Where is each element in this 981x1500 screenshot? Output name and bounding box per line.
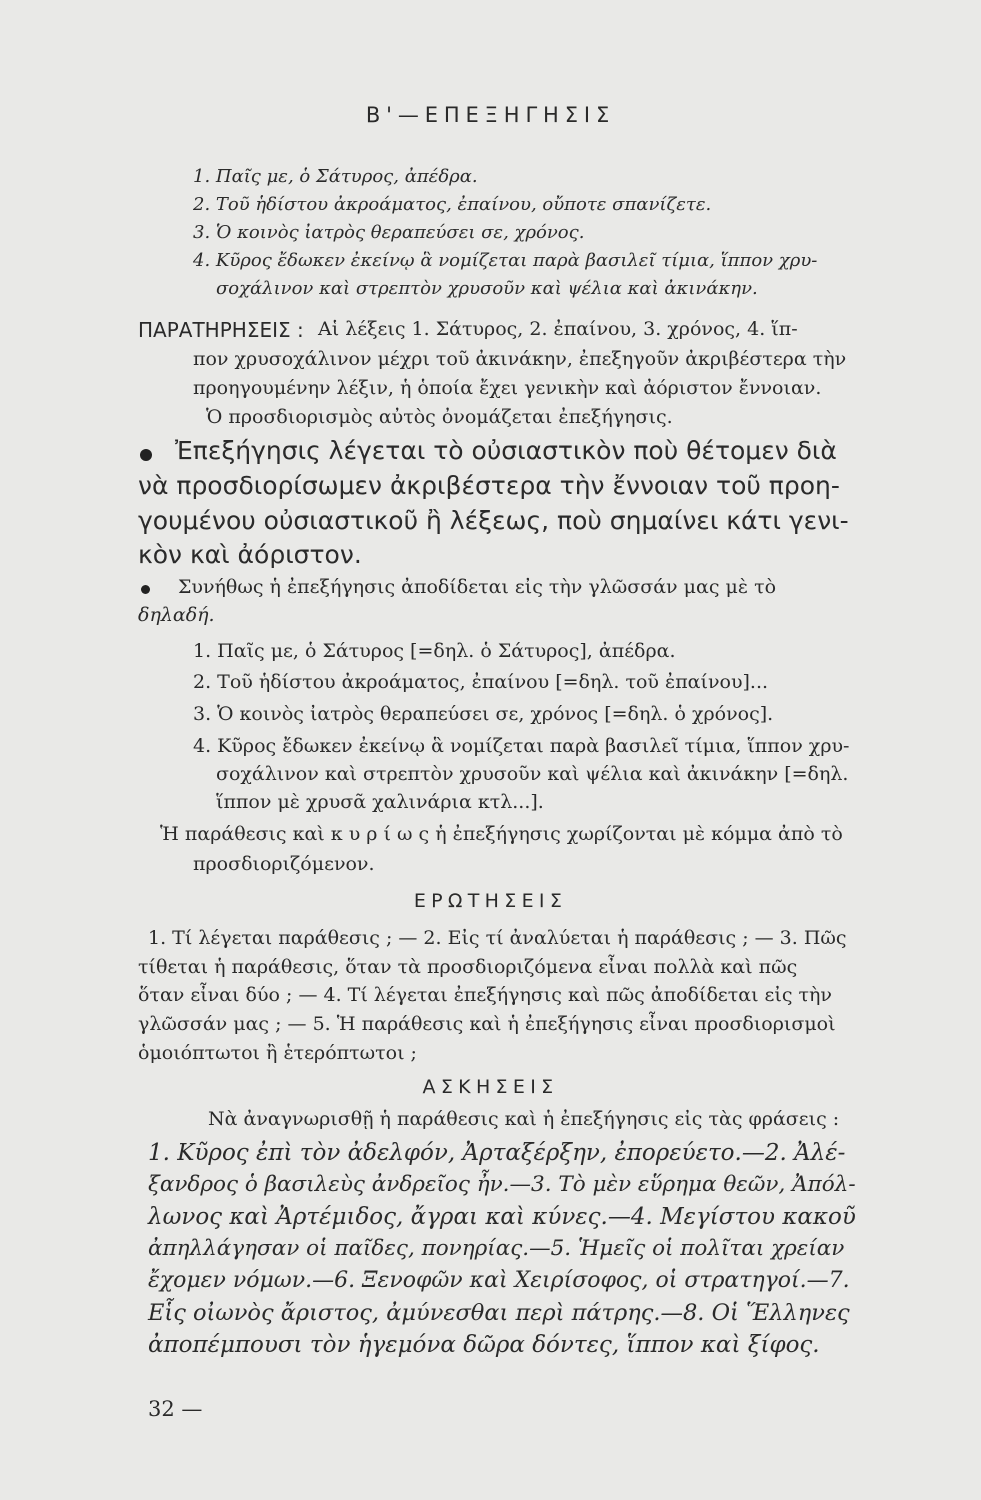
example-line: 4. Κῦρος ἔδωκεν ἐκείνῳ ἃ νομίζεται παρὰ βασιλεῖ τίμια, ἵππον χρυ- <box>193 250 818 271</box>
bullet-dot-icon <box>140 449 152 461</box>
question-line: 1. Τί λέγεται παράθεσις ; — 2. Εἰς τί ἀναλύεται ἡ παράθεσις ; — 3. Πῶς <box>148 927 847 949</box>
rendered-line: ἵππον μὲ χρυσᾶ χαλινάρια κτλ...]. <box>216 791 544 813</box>
section-title: Β'—ΕΠΕΞΗΓΗΣΙΣ <box>365 103 616 127</box>
definition-line: κὸν καὶ ἀόριστον. <box>138 540 362 569</box>
rendered-line: 3. Ὁ κοινὸς ἰατρὸς θεραπεύσει σε, χρόνος [=δηλ. ὁ χρόνος]. <box>193 703 774 725</box>
example-line: 1. Παῖς με, ὁ Σάτυρος, ἀπέδρα. <box>193 166 478 187</box>
question-line: ὅταν εἶναι δύο ; — 4. Τί λέγεται ἐπεξήγησις καὶ πῶς ἀποδίδεται εἰς τὴν <box>138 984 832 1006</box>
question-line: τίθεται ἡ παράθεσις, ὅταν τὰ προσδιοριζόμενα εἶναι πολλὰ καὶ πῶς <box>138 956 798 978</box>
exercise-line: ξανδρος ὁ βασιλεὺς ἀνδρεῖος ἦν.—3. Τὸ μὲν εὕρημα θεῶν, Ἀπόλ- <box>148 1172 856 1197</box>
remarks-line: προηγουμένην λέξιν, ἡ ὁποία ἔχει γενικὴν καὶ ἀόριστον ἔννοιαν. <box>193 377 822 399</box>
rendered-line: 1. Παῖς με, ὁ Σάτυρος [=δηλ. ὁ Σάτυρος], ἀπέδρα. <box>193 640 676 662</box>
exercise-line: λωνος καὶ Ἀρτέμιδος, ἄγραι καὶ κύνες.—4. Μεγίστου κακοῦ <box>148 1204 856 1230</box>
exercises-intro: Νὰ ἀναγνωρισθῇ ἡ παράθεσις καὶ ἡ ἐπεξήγησις εἰς τὰς φράσεις : <box>208 1108 840 1130</box>
example-line: σοχάλινον καὶ στρεπτὸν χρυσοῦν καὶ ψέλια καὶ ἀκινάκην. <box>216 278 758 299</box>
exercise-line: ἀποπέμπουσι τὸν ἡγεμόνα δῶρα δόντες, ἵππον καὶ ξίφος. <box>148 1332 820 1358</box>
question-line: γλῶσσάν μας ; — 5. Ἡ παράθεσις καὶ ἡ ἐπεξήγησις εἶναι προσδιορισμοὶ <box>138 1013 836 1035</box>
remarks-line: πον χρυσοχάλινον μέχρι τοῦ ἀκινάκην, ἐπεξηγοῦν ἀκριβέστερα τὴν <box>193 348 847 370</box>
rendered-line: σοχάλινον καὶ στρεπτὸν χρυσοῦν καὶ ψέλια καὶ ἀκινάκην [=δηλ. <box>216 763 849 785</box>
definition-line: γουμένου οὐσιαστικοῦ ἢ λέξεως, ποὺ σημαίνει κάτι γενι- <box>138 506 849 535</box>
questions-title: ΕΡΩΤΗΣΕΙΣ <box>413 890 568 912</box>
usual-line: δηλαδή. <box>138 604 215 626</box>
exercise-line: 1. Κῦρος ἐπὶ τὸν ἀδελφόν, Ἀρταξέρξην, ἐπορεύετο.—2. Ἀλέ- <box>148 1140 846 1166</box>
note-line: προσδιοριζόμενον. <box>193 853 375 875</box>
exercise-line: ἀπηλλάγησαν οἱ παῖδες, πονηρίας.—5. Ἡμεῖς οἱ πολῖται χρείαν <box>148 1236 845 1261</box>
remarks-line: Αἱ λέξεις 1. Σάτυρος, 2. ἐπαίνου, 3. χρόνος, 4. ἵπ- <box>318 318 798 340</box>
example-line: 2. Τοῦ ἡδίστου ἀκροάματος, ἐπαίνου, οὔποτε σπανίζετε. <box>193 194 712 215</box>
question-line: ὁμοιόπτωτοι ἢ ἑτερόπτωτοι ; <box>138 1042 417 1064</box>
exercise-line: ἔχομεν νόμων.—6. Ξενοφῶν καὶ Χειρίσοφος, οἱ στρατηγοί.—7. <box>148 1268 850 1293</box>
exercises-title: ΑΣΚΗΣΕΙΣ <box>422 1076 559 1098</box>
bullet-dot-icon <box>141 585 150 594</box>
usual-line: Συνήθως ἡ ἐπεξήγησις ἀποδίδεται εἰς τὴν γλῶσσάν μας μὲ τὸ <box>178 576 777 598</box>
remarks-line: Ὁ προσδιορισμὸς αὐτὸς ὀνομάζεται ἐπεξήγησις. <box>206 406 673 428</box>
page-number: 32 — <box>148 1397 203 1421</box>
definition-line: Ἐπεξήγησις λέγεται τὸ οὐσιαστικὸν ποὺ θέτομεν διὰ <box>175 436 837 465</box>
note-line: Ἡ παράθεσις καὶ κ υ ρ ί ω ς ἡ ἐπεξήγησις χωρίζονται μὲ κόμμα ἀπὸ τὸ <box>160 823 843 845</box>
remarks-label: ΠΑΡΑΤΗΡΗΣΕΙΣ : <box>138 318 304 342</box>
definition-line: νὰ προσδιορίσωμεν ἀκριβέστερα τὴν ἔννοιαν τοῦ προη- <box>138 471 840 500</box>
rendered-line: 2. Τοῦ ἡδίστου ἀκροάματος, ἐπαίνου [=δηλ. τοῦ ἐπαίνου]... <box>193 671 769 693</box>
example-line: 3. Ὁ κοινὸς ἰατρὸς θεραπεύσει σε, χρόνος. <box>193 222 585 243</box>
exercise-line: Εἷς οἰωνὸς ἄριστος, ἀμύνεσθαι περὶ πάτρης.—8. Οἱ Ἕλληνες <box>148 1300 850 1326</box>
rendered-line: 4. Κῦρος ἔδωκεν ἐκείνῳ ἃ νομίζεται παρὰ βασιλεῖ τίμια, ἵππον χρυ- <box>193 735 850 757</box>
